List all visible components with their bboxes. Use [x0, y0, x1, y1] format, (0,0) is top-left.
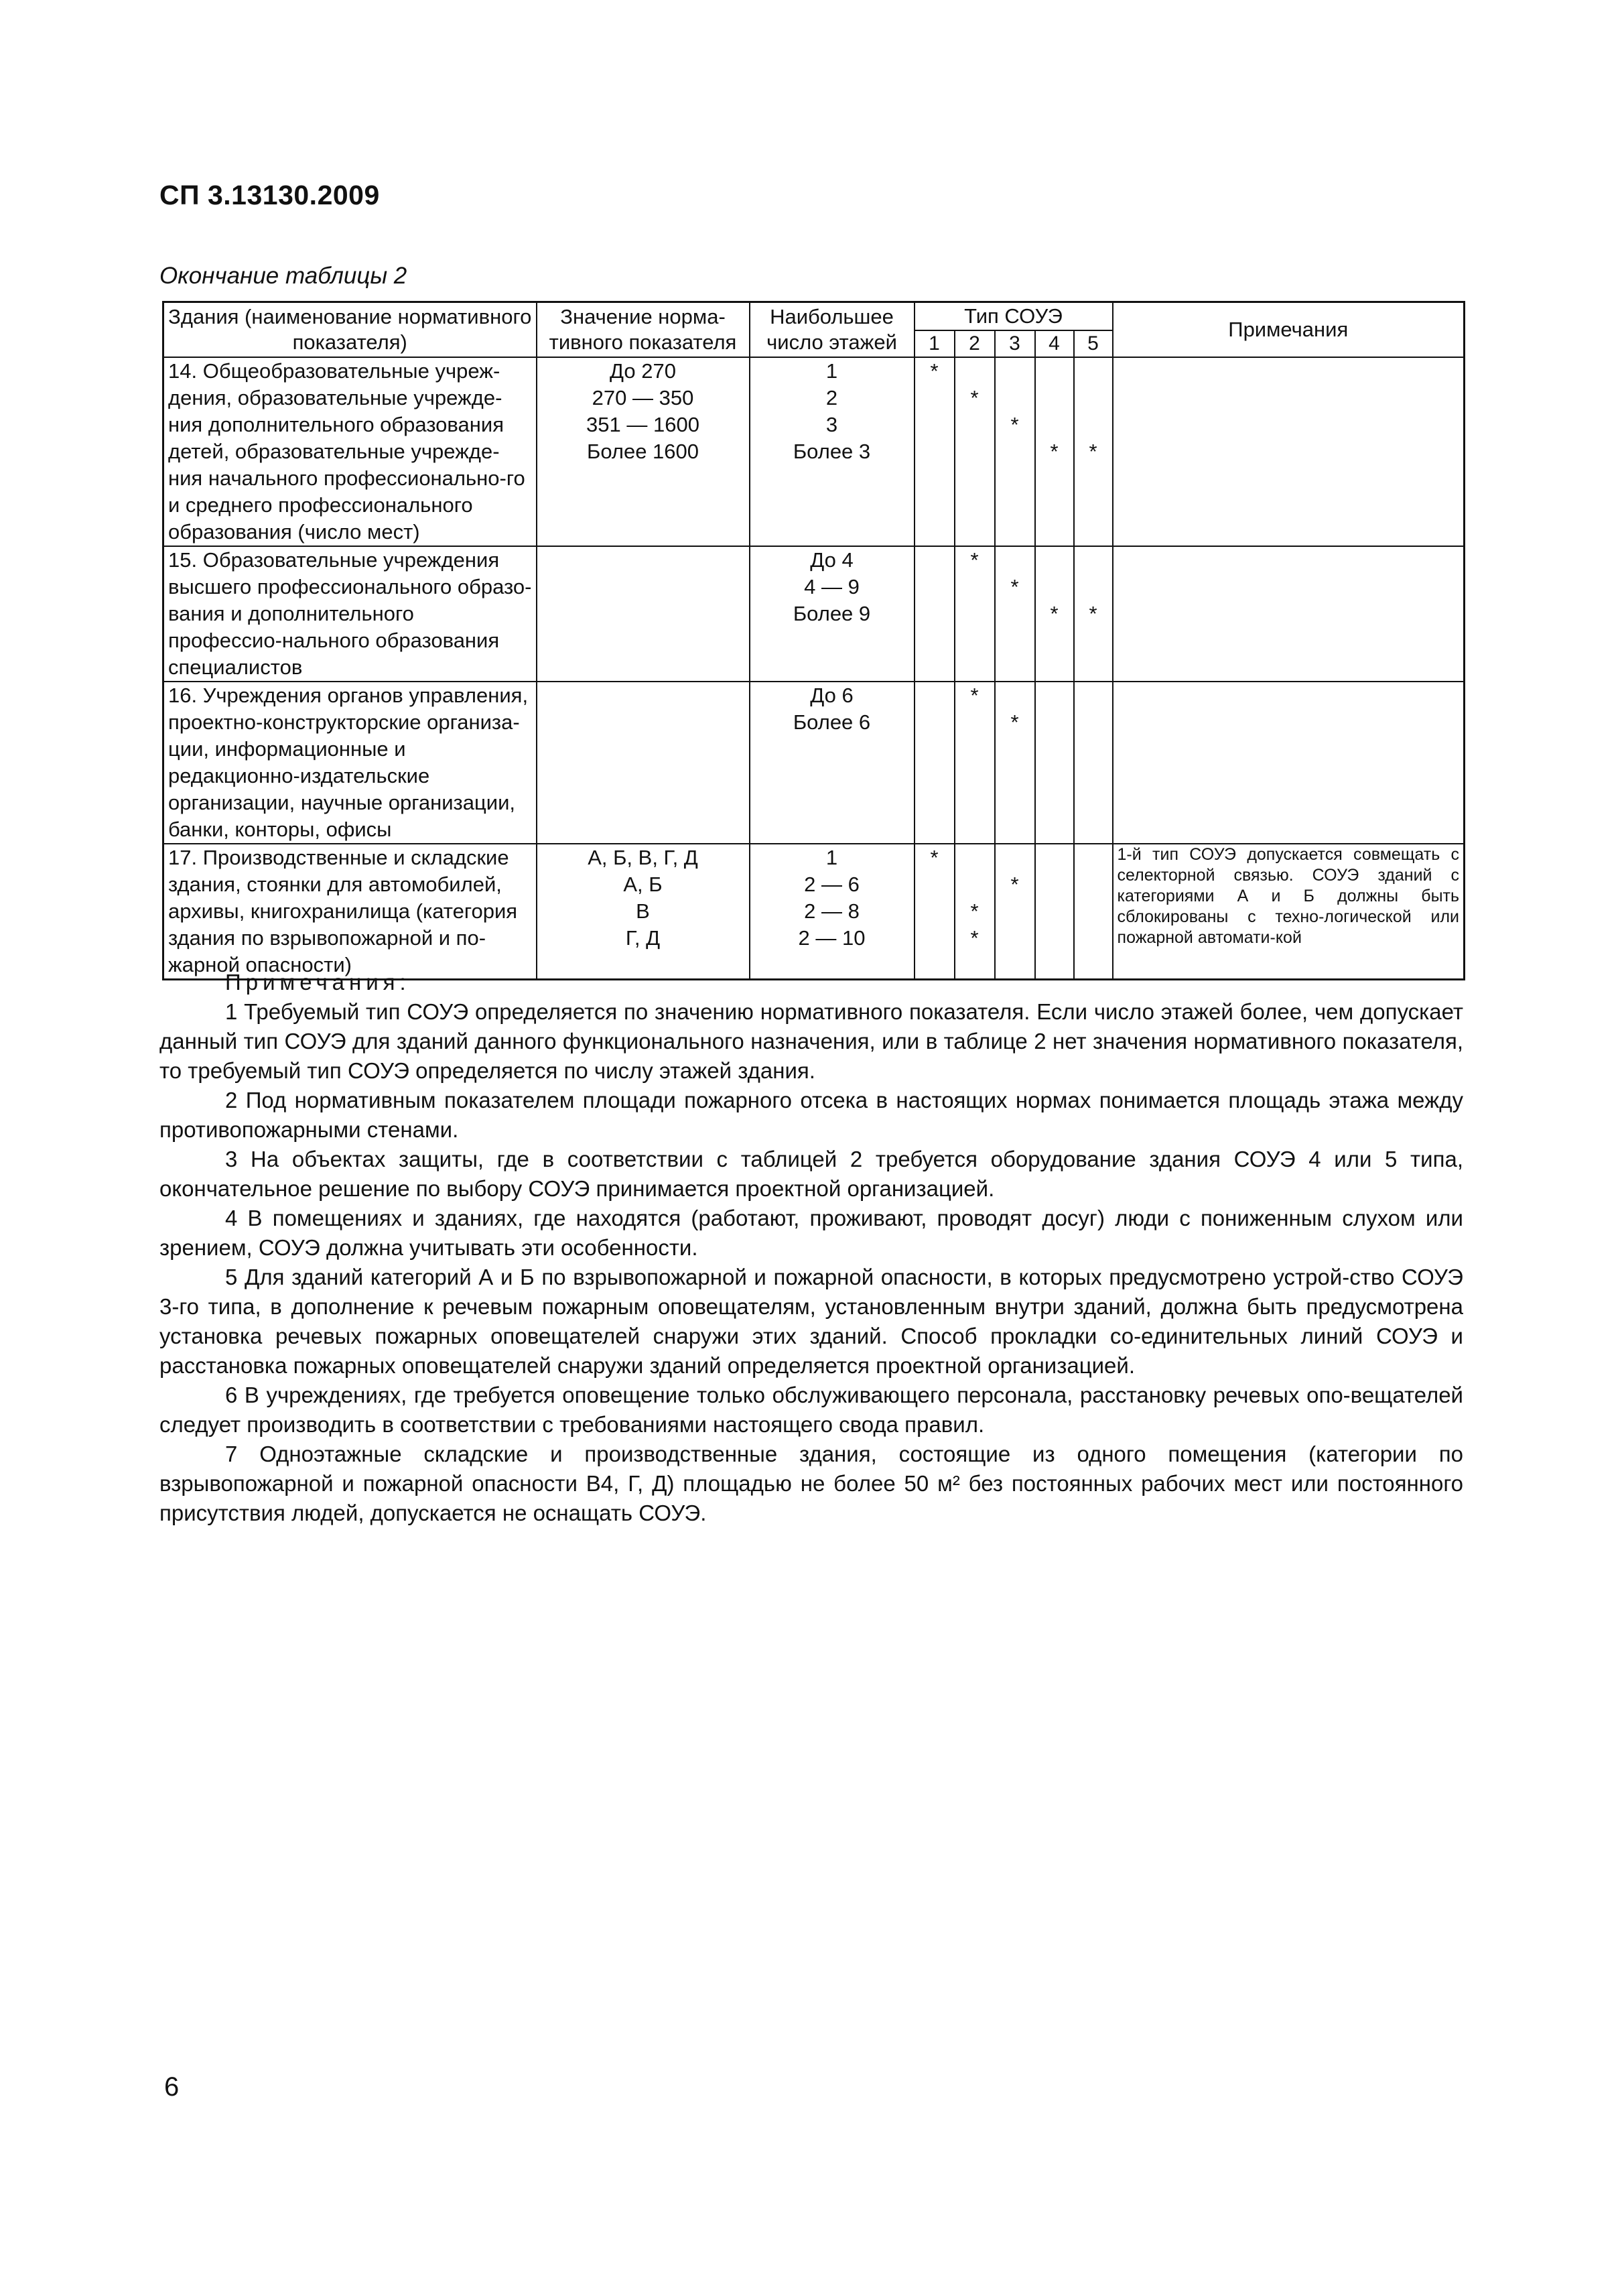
header-type-2: 2 [955, 330, 995, 357]
norm-values [537, 844, 750, 980]
norm-value: А, Б, В, Г, Д [588, 846, 698, 869]
floor-value: 1 [825, 846, 838, 869]
type-4-marks [1035, 682, 1074, 844]
type-3-marks: * [995, 682, 1035, 844]
building-name: 15. Образовательные учреждения высшего профессионального образо-вания и дополнительного профессио-нального образования специалистов [163, 546, 537, 682]
building-name: 14. Общеобразовательные учреж-дения, образовательные учрежде-ния дополнительного образования детей, образовательные учрежде-ния начального профессионально-го и среднего профессионального образования (число мест) [163, 357, 537, 546]
type-2-marks: * * [955, 844, 995, 980]
note-paragraph: 3 На объектах защиты, где в соответствии с таблицей 2 требуется оборудование здания СОУЭ 4 или 5 типа, окончательное решение по выбору СОУЭ принимается проектной организацией. [159, 1147, 1463, 1201]
row-note [1113, 357, 1465, 546]
document-code: СП 3.13130.2009 [159, 180, 380, 210]
type-2-marks: * [955, 357, 995, 546]
note-paragraph: 5 Для зданий категорий А и Б по взрывопожарной и пожарной опасности, в которых предусмотрено устрой-ство СОУЭ 3-го типа, в дополнение к речевым пожарным оповещателям, установленным внутри зданий, должна быть предусмотрена установка речевых пожарных оповещателей снаружи этих зданий. Способ прокладки со-единительных линий СОУЭ и расстановка пожарных оповещателей снаружи зданий определяется проектной организацией. [159, 1265, 1463, 1378]
norm-values [537, 546, 750, 682]
floor-value: Более 9 [793, 602, 871, 625]
note-paragraph: 4 В помещениях и зданиях, где находятся (работают, проживают, проводят досуг) люди с пониженным слухом или зрением, СОУЭ должна учитывать эти особенности. [159, 1206, 1463, 1260]
type-5-marks [1074, 844, 1113, 980]
floor-value: 2 — 10 [798, 926, 866, 950]
type-3-marks: * [995, 546, 1035, 682]
floor-value: Более 3 [793, 440, 871, 463]
type-1-marks [915, 546, 955, 682]
type-4-marks [1035, 844, 1074, 980]
type-1-marks [915, 682, 955, 844]
type-2-marks: * [955, 546, 995, 682]
header-notes: Примечания [1113, 302, 1465, 358]
norm-value: Более 1600 [586, 440, 699, 463]
header-type-3: 3 [995, 330, 1035, 357]
type-5-marks [1074, 682, 1113, 844]
floor-value: 2 [825, 386, 838, 409]
norm-values [537, 682, 750, 844]
norm-value: Г, Д [625, 926, 661, 950]
note-paragraph: 6 В учреждениях, где требуется оповещение только обслуживающего персонала, расстановку речевых опо-вещателей следует производить в соответствии с требованиями настоящего свода правил. [159, 1383, 1463, 1437]
page-number: 6 [164, 2072, 180, 2102]
norm-value: До 270 [610, 359, 676, 383]
notes-title: Примечания: [225, 970, 411, 995]
header-type-5: 5 [1074, 330, 1113, 357]
floor-value: 2 — 6 [804, 873, 860, 896]
coue-table [162, 301, 1465, 980]
floor-values [750, 844, 915, 980]
row-note: 1-й тип СОУЭ допускается совмещать с селекторной связью. СОУЭ зданий с категориями А и Б должны быть сблокированы с техно-логической или пожарной автомати-кой [1113, 844, 1465, 980]
header-type-1: 1 [915, 330, 955, 357]
type-1-marks: * [915, 357, 955, 546]
type-1-marks: * [915, 844, 955, 980]
type-4-marks: * [1035, 357, 1074, 546]
table-row [163, 357, 1465, 546]
floor-value: 3 [825, 413, 838, 436]
header-type-4: 4 [1035, 330, 1074, 357]
notes-section [159, 968, 1463, 1528]
norm-value: В [636, 899, 650, 923]
table-caption: Окончание таблицы 2 [159, 263, 407, 289]
norm-value: 351 — 1600 [586, 413, 699, 436]
type-5-marks: * [1074, 357, 1113, 546]
floor-values [750, 682, 915, 844]
note-paragraph: 7 Одноэтажные складские и производственные здания, состоящие из одного помещения (категории по взрывопожарной и пожарной опасности В4, Г, Д) площадью не более 50 м² без постоянных рабочих мест или постоянного присутствия людей, допускается не оснащать СОУЭ. [159, 1442, 1463, 1525]
table-row [163, 682, 1465, 844]
type-4-marks: * [1035, 546, 1074, 682]
floor-value: До 4 [810, 548, 854, 572]
header-type-group: Тип СОУЭ [915, 302, 1113, 331]
type-3-marks: * [995, 357, 1035, 546]
table-row [163, 546, 1465, 682]
type-3-marks: * [995, 844, 1035, 980]
type-5-marks: * [1074, 546, 1113, 682]
note-paragraph: 2 Под нормативным показателем площади пожарного отсека в настоящих нормах понимается площадь этажа между противопожарными стенами. [159, 1088, 1463, 1142]
floor-values [750, 546, 915, 682]
floor-value: Более 6 [793, 710, 871, 734]
type-2-marks: * [955, 682, 995, 844]
norm-values [537, 357, 750, 546]
floor-value: 2 — 8 [804, 899, 860, 923]
norm-value: А, Б [623, 873, 663, 896]
header-floors: Наибольшее число этажей [750, 302, 915, 358]
norm-value: 270 — 350 [592, 386, 694, 409]
table-row [163, 844, 1465, 980]
building-name: 17. Производственные и складские здания, стоянки для автомобилей, архивы, книгохранилища (категория здания по взрывопожарной и по-жарной опасности) [163, 844, 537, 980]
building-name: 16. Учреждения органов управления, проектно-конструкторские организа-ции, информационные и редакционно-издательские организации, научные организации, банки, конторы, офисы [163, 682, 537, 844]
floor-value: 1 [825, 359, 838, 383]
row-note [1113, 682, 1465, 844]
header-building: Здания (наименование нормативного показателя) [163, 302, 537, 358]
header-value: Значение норма-тивного показателя [537, 302, 750, 358]
row-note [1113, 546, 1465, 682]
floor-value: 4 — 9 [804, 575, 860, 598]
note-paragraph: 1 Требуемый тип СОУЭ определяется по значению нормативного показателя. Если число этажей более, чем допускает данный тип СОУЭ для зданий данного функционального назначения, или в таблице 2 нет значения нормативного показателя, то требуемый тип СОУЭ определяется по числу этажей здания. [159, 999, 1463, 1083]
floor-values [750, 357, 915, 546]
floor-value: До 6 [810, 684, 854, 707]
